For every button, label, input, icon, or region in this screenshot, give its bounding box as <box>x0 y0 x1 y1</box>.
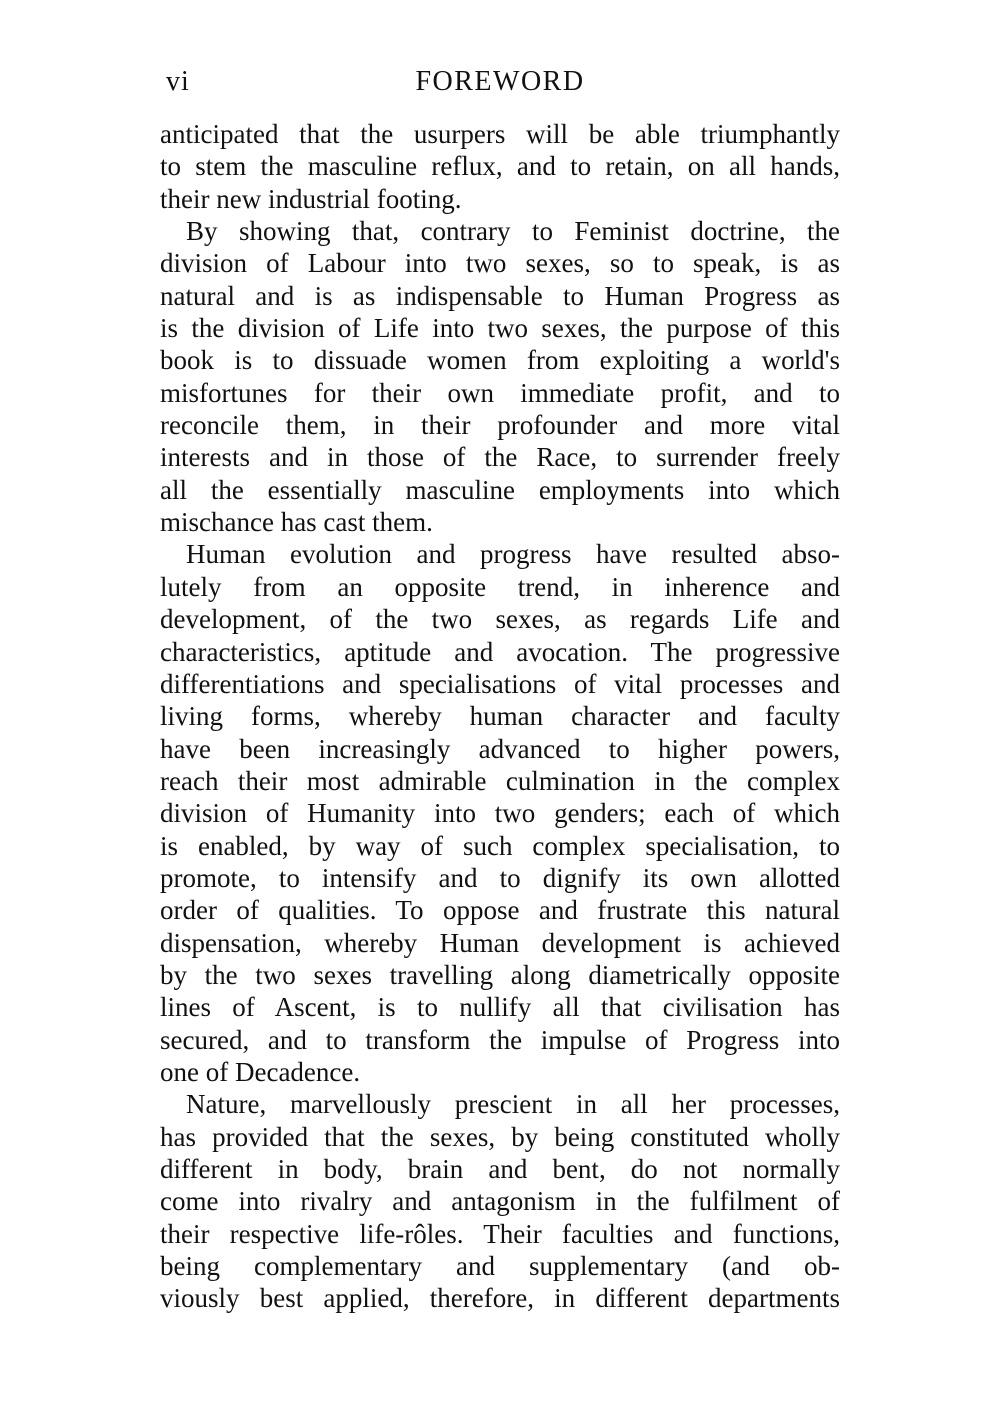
text-line: promote, to intensify and to dignify its own allotted <box>160 862 840 893</box>
text-line: viously best applied, therefore, in different departments <box>160 1283 840 1314</box>
text-line: By showing that, contrary to Feminist doctrine, the <box>186 216 840 247</box>
text-line: their new industrial footing. <box>160 183 462 214</box>
text-line: interests and in those of the Race, to surrender freely <box>160 442 840 473</box>
text-line: lines of Ascent, is to nullify all that civilisation has <box>160 992 840 1023</box>
running-title: FOREWORD <box>415 66 585 97</box>
paragraph-2 <box>160 215 840 538</box>
text-line: have been increasingly advanced to higher powers, <box>160 733 840 764</box>
body-text <box>160 118 840 1315</box>
running-head <box>160 66 840 106</box>
text-line: natural and is as indispensable to Human Progress as <box>160 280 840 311</box>
text-line: all the essentially masculine employments into which <box>160 474 840 505</box>
text-line: being complementary and supplementary (and ob- <box>160 1251 840 1282</box>
text-line: has provided that the sexes, by being constituted wholly <box>160 1121 840 1152</box>
text-line: Human evolution and progress have resulted abso- <box>186 539 840 570</box>
paragraph-3 <box>160 538 840 1088</box>
text-line: order of qualities. To oppose and frustrate this natural <box>160 895 840 926</box>
text-line: anticipated that the usurpers will be able triumphantly <box>160 119 840 149</box>
text-line: is enabled, by way of such complex specialisation, to <box>160 830 840 861</box>
text-line: lutely from an opposite trend, in inherence and <box>160 571 840 602</box>
text-line: book is to dissuade women from exploiting a world's <box>160 345 840 376</box>
text-line: to stem the masculine reflux, and to retain, on all hands, <box>160 151 840 182</box>
text-line: misfortunes for their own immediate profit, and to <box>160 377 840 408</box>
text-line: division of Labour into two sexes, so to speak, is as <box>160 248 840 279</box>
paragraph-1 <box>160 118 840 215</box>
text-line: secured, and to transform the impulse of Progress into <box>160 1024 840 1055</box>
text-line: one of Decadence. <box>160 1056 361 1087</box>
text-line: division of Humanity into two genders; each of which <box>160 798 840 829</box>
text-line: different in body, brain and bent, do not normally <box>160 1154 840 1184</box>
text-line: development, of the two sexes, as regards Life and <box>160 604 840 635</box>
text-line: is the division of Life into two sexes, the purpose of this <box>160 313 840 344</box>
text-line: reach their most admirable culmination in the complex <box>160 765 840 796</box>
text-line: living forms, whereby human character and faculty <box>160 701 840 732</box>
page-number: vi <box>166 66 190 97</box>
text-line: Nature, marvellously prescient in all her processes, <box>186 1089 840 1120</box>
text-line: reconcile them, in their profounder and more vital <box>160 410 840 441</box>
paragraph-4 <box>160 1088 840 1314</box>
text-line: come into rivalry and antagonism in the fulfilment of <box>160 1186 840 1217</box>
text-line: differentiations and specialisations of vital processes and <box>160 668 840 699</box>
text-line: characteristics, aptitude and avocation. The progressive <box>160 636 840 667</box>
text-line: by the two sexes travelling along diametrically opposite <box>160 959 840 990</box>
text-line: mischance has cast them. <box>160 507 433 538</box>
text-line: dispensation, whereby Human development is achieved <box>160 927 840 958</box>
text-line: their respective life-rôles. Their faculties and functions, <box>160 1218 840 1249</box>
